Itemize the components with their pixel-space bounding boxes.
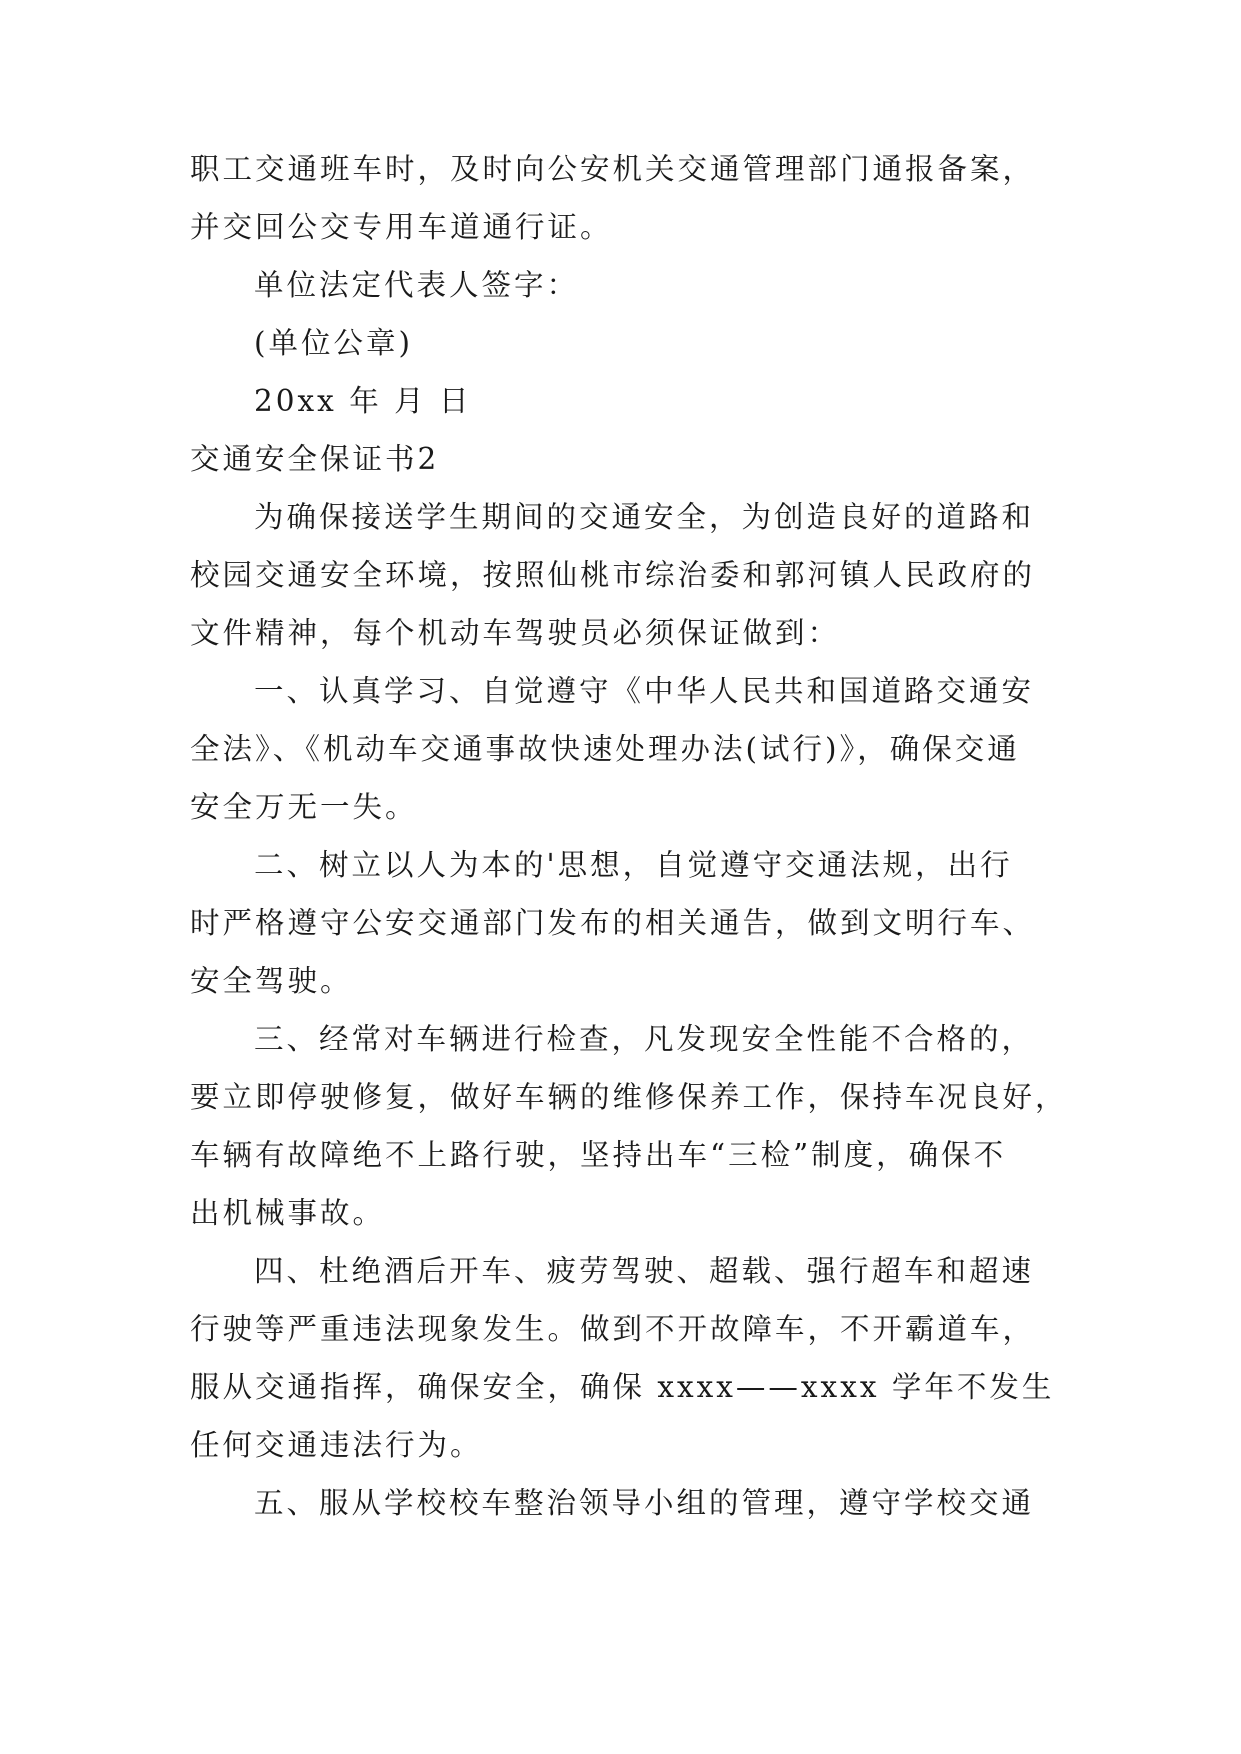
paragraph-line: 全法》、《机动车交通事故快速处理办法(试行)》，确保交通: [190, 732, 1020, 766]
section-title: 交通安全保证书2: [190, 442, 440, 476]
paragraph-line: 为确保接送学生期间的交通安全，为创造良好的道路和: [254, 500, 1035, 534]
paragraph-line: 校园交通安全环境，按照仙桃市综治委和郭河镇人民政府的: [190, 558, 1036, 592]
paragraph-line: 要立即停驶修复，做好车辆的维修保养工作，保持车况良好，: [190, 1080, 1068, 1114]
paragraph-line: 时严格遵守公安交通部门发布的相关通告，做到文明行车、: [190, 906, 1036, 940]
text-line: 职工交通班车时，及时向公安机关交通管理部门通报备案，: [190, 152, 1036, 186]
paragraph-line: 四、杜绝酒后开车、疲劳驾驶、超载、强行超车和超速: [254, 1254, 1035, 1288]
paragraph-line: 五、服从学校校车整治领导小组的管理，遵守学校交通: [254, 1486, 1035, 1520]
document-body: [190, 140, 1068, 1532]
paragraph-line: 服从交通指挥，确保安全，确保 xxxx——xxxx 学年不发生: [190, 1370, 1055, 1404]
paragraph-line: 一、认真学习、自觉遵守《中华人民共和国道路交通安: [254, 674, 1035, 708]
seal-label: (单位公章): [254, 326, 414, 360]
signature-label: 单位法定代表人签字：: [254, 268, 580, 302]
paragraph-line: 三、经常对车辆进行检查，凡发现安全性能不合格的，: [254, 1022, 1035, 1056]
paragraph-line: 出机械事故。: [190, 1196, 386, 1230]
paragraph-line: 车辆有故障绝不上路行驶，坚持出车“三检”制度，确保不: [190, 1138, 1007, 1172]
paragraph-line: 任何交通违法行为。: [190, 1428, 483, 1462]
paragraph-line: 安全驾驶。: [190, 964, 353, 998]
paragraph-line: 二、树立以人为本的'思想，自觉遵守交通法规，出行: [254, 848, 1013, 882]
date-line: 20xx 年 月 日: [254, 384, 472, 418]
text-line: 并交回公交专用车道通行证。: [190, 210, 613, 244]
paragraph-line: 文件精神，每个机动车驾驶员必须保证做到：: [190, 616, 841, 650]
paragraph-line: 安全万无一失。: [190, 790, 418, 824]
paragraph-line: 行驶等严重违法现象发生。做到不开故障车，不开霸道车，: [190, 1312, 1036, 1346]
